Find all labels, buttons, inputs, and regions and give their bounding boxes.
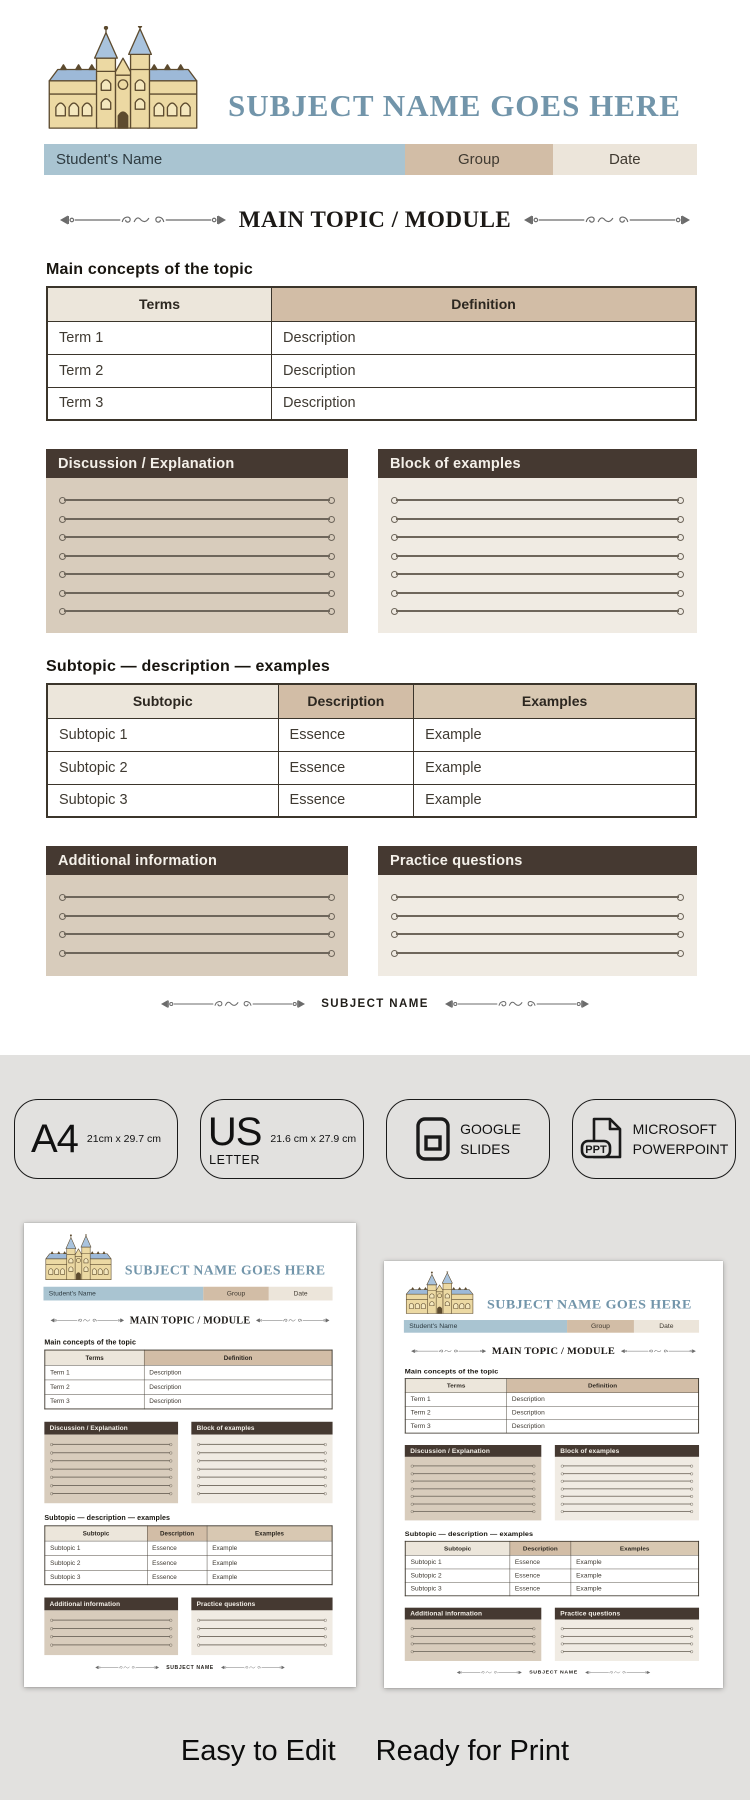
- main-topic-divider: [0, 206, 750, 234]
- essence-cell[interactable]: Essence: [510, 1569, 571, 1583]
- powerpoint-icon: [580, 1115, 624, 1163]
- terms-column-header: Terms: [47, 287, 272, 321]
- date-field[interactable]: Date: [269, 1287, 333, 1301]
- discussion-block: [405, 1445, 542, 1520]
- essence-cell[interactable]: Essence: [278, 784, 414, 817]
- practice-questions-block: [378, 846, 697, 976]
- practice-questions-title: Practice questions: [555, 1608, 699, 1620]
- examples-block: [378, 449, 697, 633]
- definition-column-header: Definition: [272, 287, 696, 321]
- additional-info-writing-area[interactable]: [46, 875, 348, 976]
- examples-column-header: Examples: [414, 684, 696, 718]
- ornament-divider-icon: [50, 1317, 124, 1323]
- group-field[interactable]: Group: [405, 144, 553, 175]
- examples-writing-area[interactable]: [555, 1457, 699, 1521]
- example-cell[interactable]: Example: [207, 1555, 332, 1570]
- main-topic-divider: [24, 1314, 356, 1326]
- date-field[interactable]: Date: [634, 1320, 699, 1333]
- footer-subject-name: SUBJECT NAME: [321, 998, 429, 1010]
- google-slides-line2: SLIDES: [460, 1141, 510, 1157]
- additional-info-writing-area[interactable]: [44, 1610, 178, 1655]
- powerpoint-line1: MICROSOFT: [632, 1120, 717, 1137]
- description-column-header: Description: [147, 1526, 207, 1541]
- practice-questions-title: Practice questions: [191, 1598, 332, 1611]
- ornament-divider-icon: [523, 213, 691, 227]
- subtopics-section-label: Subtopic — description — examples: [404, 1530, 534, 1538]
- example-cell[interactable]: Example: [571, 1569, 699, 1583]
- example-cell[interactable]: Example: [207, 1570, 332, 1585]
- ornament-divider-icon: [59, 213, 227, 227]
- subject-title: SUBJECT NAME GOES HERE: [487, 1297, 692, 1312]
- terms-column-header: Terms: [45, 1350, 144, 1365]
- additional-info-title: Additional information: [405, 1608, 542, 1620]
- essence-cell[interactable]: Essence: [147, 1541, 207, 1556]
- definition-cell[interactable]: Description: [144, 1380, 332, 1395]
- ornament-divider-icon: [256, 1317, 330, 1323]
- powerpoint-line2: POWERPOINT: [632, 1141, 729, 1157]
- student-info-bar: [43, 1287, 332, 1301]
- date-field[interactable]: Date: [553, 144, 697, 175]
- essence-cell[interactable]: Essence: [278, 751, 414, 784]
- table-row: [405, 1406, 698, 1420]
- subtopics-table: [46, 683, 697, 818]
- ornament-divider-icon: [94, 1665, 160, 1670]
- examples-block: [555, 1445, 699, 1520]
- table-header-row: [45, 1526, 332, 1541]
- table-header-row: [47, 684, 696, 718]
- format-badge-a4: [14, 1099, 178, 1179]
- footer-subject-name: SUBJECT NAME: [166, 1664, 214, 1671]
- definition-cell[interactable]: Description: [507, 1406, 699, 1420]
- term-cell[interactable]: Term 3: [45, 1394, 144, 1409]
- discussion-block: [44, 1422, 178, 1503]
- a4-label: A4: [30, 1116, 78, 1161]
- table-row: [47, 784, 696, 817]
- definition-column-header: Definition: [144, 1350, 332, 1365]
- term-cell[interactable]: Term 1: [47, 321, 272, 354]
- example-cell[interactable]: Example: [207, 1541, 332, 1556]
- table-row: [45, 1394, 332, 1409]
- a4-dimensions: 21cm x 29.7 cm: [86, 1133, 162, 1145]
- terms-table: [46, 286, 697, 421]
- additional-info-writing-area[interactable]: [405, 1620, 542, 1661]
- table-row: [45, 1380, 332, 1395]
- discussion-block-title: Discussion / Explanation: [46, 449, 348, 478]
- table-row: [405, 1555, 698, 1569]
- student-name-field[interactable]: Student's Name: [44, 144, 405, 175]
- practice-questions-block: [191, 1598, 332, 1656]
- ornament-divider-icon: [220, 1665, 286, 1670]
- examples-block: [191, 1422, 332, 1503]
- example-cell[interactable]: Example: [414, 718, 696, 751]
- examples-block-title: Block of examples: [378, 449, 697, 478]
- examples-writing-area[interactable]: [191, 1435, 332, 1504]
- claim-easy-to-edit: Easy to Edit: [180, 1735, 336, 1767]
- subtopic-cell[interactable]: Subtopic 3: [45, 1570, 147, 1585]
- google-slides-line1: GOOGLE: [460, 1120, 521, 1137]
- term-cell[interactable]: Term 3: [405, 1420, 506, 1434]
- practice-questions-title: Practice questions: [378, 846, 697, 875]
- definition-cell[interactable]: Description: [507, 1420, 699, 1434]
- practice-questions-writing-area[interactable]: [555, 1620, 699, 1661]
- definition-cell[interactable]: Description: [272, 387, 696, 420]
- concepts-section-label: Main concepts of the topic: [44, 1338, 137, 1347]
- discussion-block-title: Discussion / Explanation: [405, 1445, 542, 1457]
- table-row: [47, 751, 696, 784]
- subtopic-cell[interactable]: Subtopic 3: [405, 1582, 509, 1596]
- table-row: [405, 1582, 698, 1596]
- table-header-row: [405, 1379, 698, 1393]
- table-row: [45, 1541, 332, 1556]
- ornament-divider-icon: [456, 1670, 523, 1675]
- cathedral-illustration: [44, 26, 202, 130]
- definition-cell[interactable]: Description: [272, 321, 696, 354]
- ppt-badge-text: PPT: [584, 1144, 607, 1156]
- concepts-section-label: Main concepts of the topic: [46, 261, 253, 278]
- product-claims: [0, 1735, 750, 1768]
- discussion-writing-area[interactable]: [405, 1457, 542, 1521]
- table-row: [47, 387, 696, 420]
- worksheet-page: [24, 1223, 356, 1684]
- terms-table: [44, 1350, 332, 1410]
- subtopic-cell[interactable]: Subtopic 2: [45, 1555, 147, 1570]
- table-row: [405, 1393, 698, 1407]
- practice-questions-block: [555, 1608, 699, 1661]
- term-cell[interactable]: Term 1: [45, 1365, 144, 1380]
- subtopics-table: [44, 1525, 332, 1585]
- ornament-divider-icon: [584, 1670, 651, 1675]
- worksheet-header: [24, 1223, 356, 1281]
- table-row: [405, 1569, 698, 1583]
- ornament-divider-icon: [621, 1348, 697, 1354]
- essence-cell[interactable]: Essence: [510, 1582, 571, 1596]
- example-cell[interactable]: Example: [414, 784, 696, 817]
- additional-info-title: Additional information: [46, 846, 348, 875]
- table-header-row: [45, 1350, 332, 1365]
- definition-cell[interactable]: Description: [272, 354, 696, 387]
- subtopics-section-label: Subtopic — description — examples: [46, 658, 330, 675]
- student-name-field[interactable]: Student's Name: [43, 1287, 203, 1301]
- footer-subject-name: SUBJECT NAME: [529, 1669, 578, 1675]
- ornament-divider-icon: [159, 998, 307, 1010]
- table-header-row: [47, 287, 696, 321]
- essence-cell[interactable]: Essence: [510, 1555, 571, 1569]
- additional-info-title: Additional information: [44, 1598, 178, 1611]
- format-badge-google-slides: [386, 1099, 550, 1179]
- subtopic-cell[interactable]: Subtopic 1: [45, 1541, 147, 1556]
- main-topic-divider: [384, 1345, 723, 1356]
- table-row: [47, 321, 696, 354]
- cathedral-illustration: [404, 1272, 475, 1315]
- letter-label: LETTER: [209, 1152, 261, 1167]
- description-column-header: Description: [510, 1541, 571, 1555]
- essence-cell[interactable]: Essence: [147, 1555, 207, 1570]
- subject-title: SUBJECT NAME GOES HERE: [124, 1261, 326, 1278]
- term-cell[interactable]: Term 2: [45, 1380, 144, 1395]
- definition-cell[interactable]: Description: [507, 1393, 699, 1407]
- subtopics-table: [405, 1541, 699, 1596]
- format-badge-us-letter: [200, 1099, 364, 1179]
- worksheet-footer: [0, 998, 750, 1010]
- group-field[interactable]: Group: [203, 1287, 268, 1301]
- term-cell[interactable]: Term 3: [47, 387, 272, 420]
- table-row: [45, 1570, 332, 1585]
- student-info-bar: [404, 1320, 699, 1333]
- student-name-field[interactable]: Student's Name: [404, 1320, 567, 1333]
- examples-writing-area[interactable]: [378, 478, 697, 633]
- main-topic-heading: MAIN TOPIC / MODULE: [491, 1345, 616, 1357]
- essence-cell[interactable]: Essence: [278, 718, 414, 751]
- discussion-writing-area[interactable]: [46, 478, 348, 633]
- subtopic-cell[interactable]: Subtopic 2: [405, 1569, 509, 1583]
- subtopic-column-header: Subtopic: [47, 684, 278, 718]
- us-label: US: [207, 1109, 262, 1154]
- table-row: [47, 718, 696, 751]
- discussion-block-title: Discussion / Explanation: [44, 1422, 178, 1435]
- product-info-section: [0, 1055, 750, 1800]
- claim-ready-for-print: Ready for Print: [375, 1735, 570, 1767]
- worksheet-footer: [384, 1670, 723, 1675]
- example-cell[interactable]: Example: [571, 1555, 699, 1569]
- definition-column-header: Definition: [507, 1379, 699, 1393]
- subtopic-column-header: Subtopic: [45, 1526, 147, 1541]
- subtopic-cell[interactable]: Subtopic 3: [47, 784, 278, 817]
- discussion-writing-area[interactable]: [44, 1435, 178, 1504]
- ornament-divider-icon: [443, 998, 591, 1010]
- google-slides-icon: [415, 1116, 451, 1162]
- definition-cell[interactable]: Description: [144, 1394, 332, 1409]
- description-column-header: Description: [278, 684, 414, 718]
- cathedral-illustration: [43, 1235, 113, 1281]
- table-header-row: [405, 1541, 698, 1555]
- format-badge-powerpoint: [572, 1099, 736, 1179]
- subtopic-cell[interactable]: Subtopic 2: [47, 751, 278, 784]
- discussion-block: [46, 449, 348, 633]
- ornament-divider-icon: [411, 1348, 487, 1354]
- us-letter-dimensions: 21.6 cm x 27.9 cm: [270, 1133, 357, 1145]
- example-cell[interactable]: Example: [414, 751, 696, 784]
- concepts-section-label: Main concepts of the topic: [404, 1367, 499, 1375]
- additional-info-block: [44, 1598, 178, 1656]
- terms-table: [405, 1378, 699, 1433]
- subtopic-column-header: Subtopic: [405, 1541, 509, 1555]
- main-topic-heading: MAIN TOPIC / MODULE: [238, 207, 512, 232]
- table-row: [405, 1420, 698, 1434]
- worksheet-page: [384, 1261, 723, 1688]
- worksheet-header: [384, 1261, 723, 1314]
- table-row: [45, 1555, 332, 1570]
- worksheet-header: [0, 0, 750, 130]
- additional-info-block: [46, 846, 348, 976]
- table-row: [45, 1365, 332, 1380]
- examples-column-header: Examples: [571, 1541, 699, 1555]
- subtopics-section-label: Subtopic — description — examples: [44, 1514, 171, 1522]
- term-cell[interactable]: Term 2: [405, 1406, 506, 1420]
- definition-cell[interactable]: Description: [144, 1365, 332, 1380]
- examples-block-title: Block of examples: [555, 1445, 699, 1457]
- term-cell[interactable]: Term 2: [47, 354, 272, 387]
- preview-thumbnail-a4[interactable]: [24, 1223, 356, 1687]
- terms-column-header: Terms: [405, 1379, 506, 1393]
- additional-info-block: [405, 1608, 542, 1661]
- example-cell[interactable]: Example: [571, 1582, 699, 1596]
- practice-questions-writing-area[interactable]: [378, 875, 697, 976]
- table-row: [47, 354, 696, 387]
- group-field[interactable]: Group: [567, 1320, 634, 1333]
- practice-questions-writing-area[interactable]: [191, 1610, 332, 1655]
- subtopic-cell[interactable]: Subtopic 1: [405, 1555, 509, 1569]
- examples-block-title: Block of examples: [191, 1422, 332, 1435]
- subtopic-cell[interactable]: Subtopic 1: [47, 718, 278, 751]
- main-topic-heading: MAIN TOPIC / MODULE: [129, 1314, 251, 1326]
- term-cell[interactable]: Term 1: [405, 1393, 506, 1407]
- essence-cell[interactable]: Essence: [147, 1570, 207, 1585]
- examples-column-header: Examples: [207, 1526, 332, 1541]
- student-info-bar: [44, 144, 697, 175]
- preview-thumbnail-us-letter[interactable]: [384, 1261, 723, 1688]
- subject-title: SUBJECT NAME GOES HERE: [228, 88, 681, 123]
- format-badges-row: [14, 1099, 736, 1179]
- worksheet-footer: [24, 1665, 356, 1670]
